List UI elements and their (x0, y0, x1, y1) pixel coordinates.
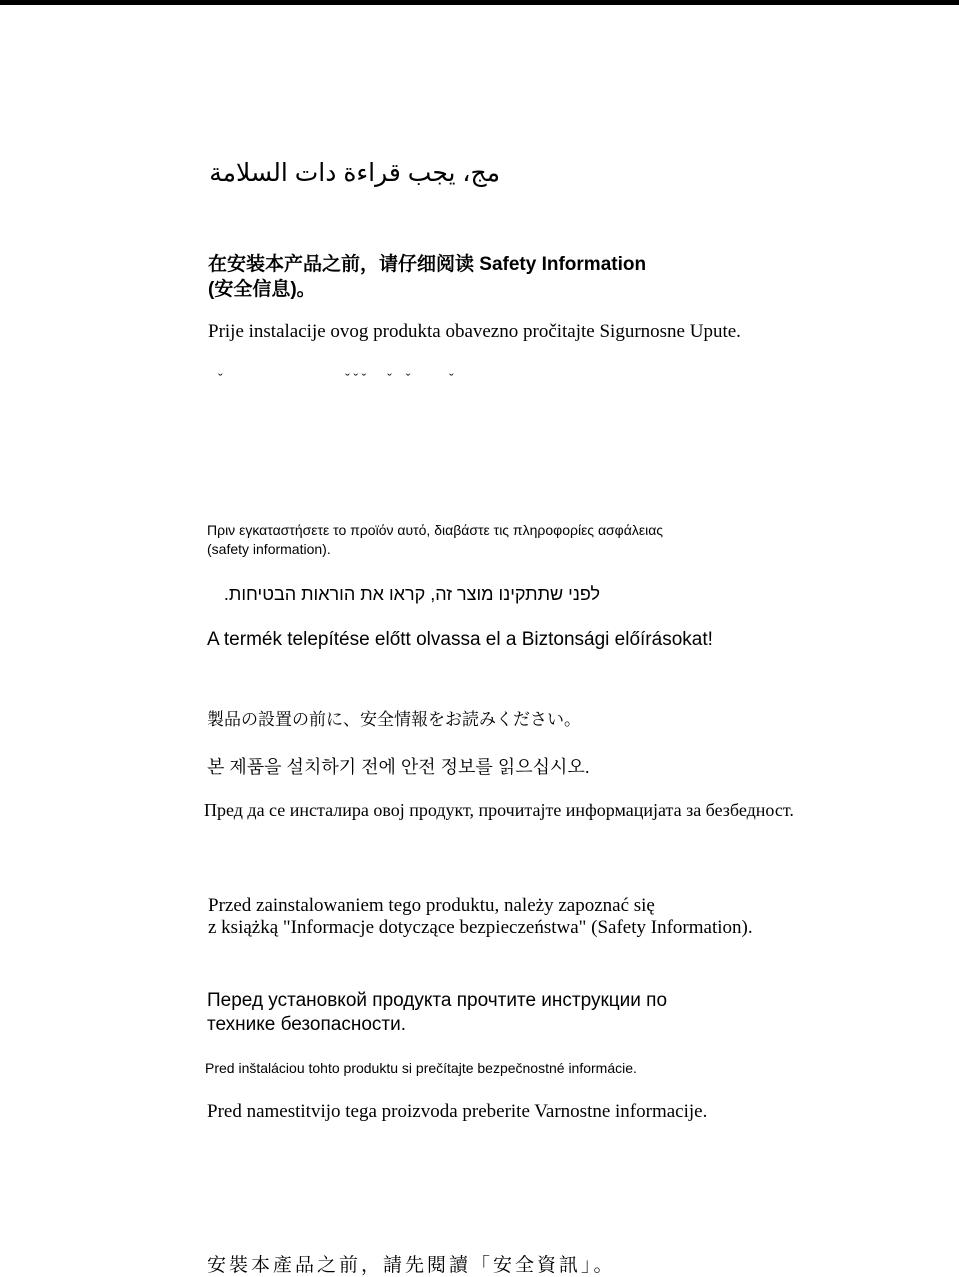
notice-japanese: 製品の設置の前に、安全情報をお読みください。 (207, 710, 581, 729)
notice-slovenian: Pred namestitvijo tega proizvoda preberite Varnostne informacije. (207, 1101, 708, 1122)
notice-polish-line2: z książką "Informacje dotyczące bezpieczeństwa" (Safety Information). (208, 917, 753, 938)
notice-polish-line1: Przed zainstalowaniem tego produktu, należy zapoznać się (208, 895, 655, 916)
notice-hungarian: A termék telepítése előtt olvassa el a Biztonsági előírásokat! (207, 629, 713, 650)
notice-chinese-simplified-line2: (安全信息)。 (208, 279, 316, 300)
notice-diacritic-marks: ˇ ˇ ˇ ˇ ˇ ˇ ˇ (218, 372, 454, 387)
notice-slovak: Pred inštaláciou tohto produktu si prečítajte bezpečnostné informácie. (205, 1060, 637, 1076)
notice-korean: 본 제품을 설치하기 전에 안전 정보를 읽으십시오. (207, 757, 590, 777)
notice-croatian: Prije instalacije ovog produkta obavezno pročitajte Sigurnosne Upute. (208, 321, 741, 342)
notice-macedonian: Пред да се инсталира овој продукт, прочитајте информацијата за безбедност. (204, 800, 794, 820)
notice-arabic: مج، يجب قراءة دات السلامة (209, 159, 500, 187)
notice-chinese-simplified-line1: 在安装本产品之前，请仔细阅读 Safety Information (208, 254, 647, 275)
notice-russian-line1: Перед установкой продукта прочтите инструкции по (207, 990, 668, 1011)
notice-chinese-traditional: 安裝本產品之前，請先閱讀「安全資訊」。 (207, 1255, 616, 1276)
notice-hebrew: לפני שתתקינו מוצר זה, קראו את הוראות הבטיחות. (223, 584, 600, 604)
top-border-rule (0, 0, 959, 5)
notice-greek-line2: (safety information). (207, 541, 331, 557)
notice-russian-line2: технике безопасности. (207, 1014, 407, 1035)
notice-greek-line1: Πριν εγκαταστήσετε το προϊόν αυτό, διαβάστε τις πληροφορίες ασφάλειας (207, 522, 664, 538)
